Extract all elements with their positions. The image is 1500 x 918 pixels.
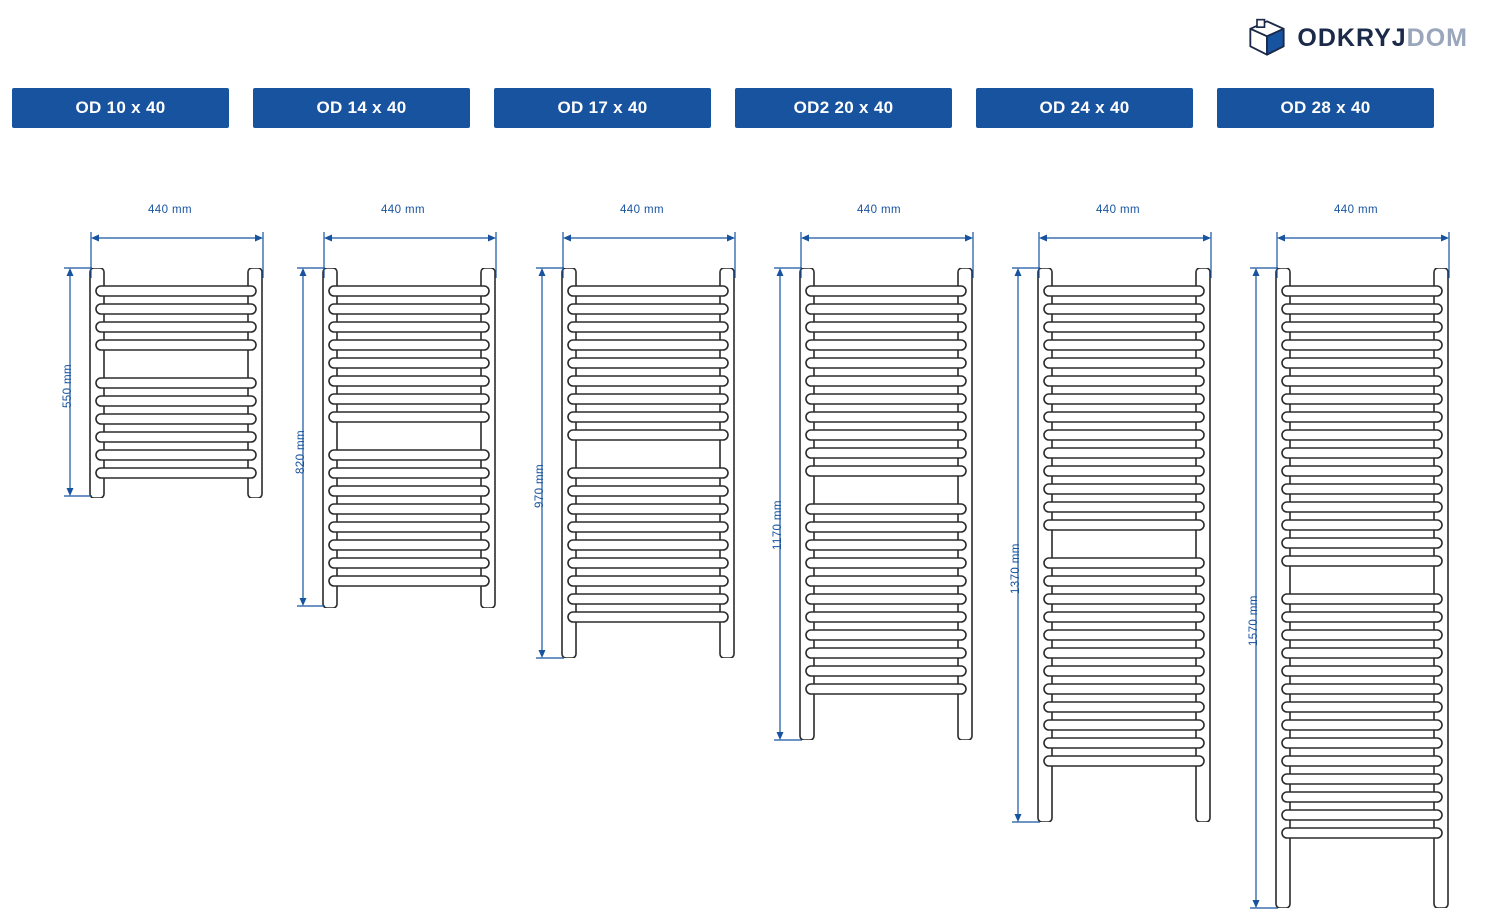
brand-name-sub: DOM bbox=[1406, 23, 1468, 52]
product-column-6 bbox=[1205, 88, 1446, 916]
height-label-5: 1370 mm bbox=[1010, 543, 1022, 594]
height-label-1: 550 mm bbox=[62, 364, 74, 408]
dimension-lines-5 bbox=[998, 216, 1228, 826]
height-label-4: 1170 mm bbox=[772, 500, 784, 550]
product-column-5 bbox=[964, 88, 1205, 916]
product-title-1: OD 10 x 40 bbox=[12, 88, 229, 128]
product-column-3 bbox=[482, 88, 723, 916]
dimension-lines-3 bbox=[522, 216, 752, 666]
width-label-6: 440 mm bbox=[1334, 204, 1378, 216]
brand-name bbox=[1297, 24, 1468, 53]
product-figure-6 bbox=[1205, 156, 1446, 916]
product-figure-2 bbox=[241, 156, 482, 916]
product-title-5: OD 24 x 40 bbox=[976, 88, 1193, 128]
product-columns bbox=[0, 88, 1500, 916]
product-figure-5 bbox=[964, 156, 1205, 916]
brand-name-main: ODKRYJ bbox=[1297, 23, 1407, 52]
product-column-4 bbox=[723, 88, 964, 916]
dimension-lines-6 bbox=[1236, 216, 1466, 916]
product-title-3: OD 17 x 40 bbox=[494, 88, 711, 128]
product-title-6: OD 28 x 40 bbox=[1217, 88, 1434, 128]
product-title-4: OD2 20 x 40 bbox=[735, 88, 952, 128]
product-column-2 bbox=[241, 88, 482, 916]
height-label-2: 820 mm bbox=[295, 430, 307, 474]
width-label-5: 440 mm bbox=[1096, 204, 1140, 216]
product-column-1 bbox=[0, 88, 241, 916]
brand-logo bbox=[1247, 18, 1468, 58]
width-label-1: 440 mm bbox=[148, 204, 192, 216]
height-label-6: 1570 mm bbox=[1248, 595, 1260, 646]
product-figure-1 bbox=[0, 156, 241, 916]
product-title-2: OD 14 x 40 bbox=[253, 88, 470, 128]
height-label-3: 970 mm bbox=[534, 464, 546, 508]
width-label-2: 440 mm bbox=[381, 204, 425, 216]
product-figure-3 bbox=[482, 156, 723, 916]
dimension-lines-2 bbox=[283, 216, 513, 616]
dimension-lines-4 bbox=[760, 216, 990, 746]
open-box-icon bbox=[1247, 18, 1287, 58]
width-label-3: 440 mm bbox=[620, 204, 664, 216]
product-figure-4 bbox=[723, 156, 964, 916]
width-label-4: 440 mm bbox=[857, 204, 901, 216]
